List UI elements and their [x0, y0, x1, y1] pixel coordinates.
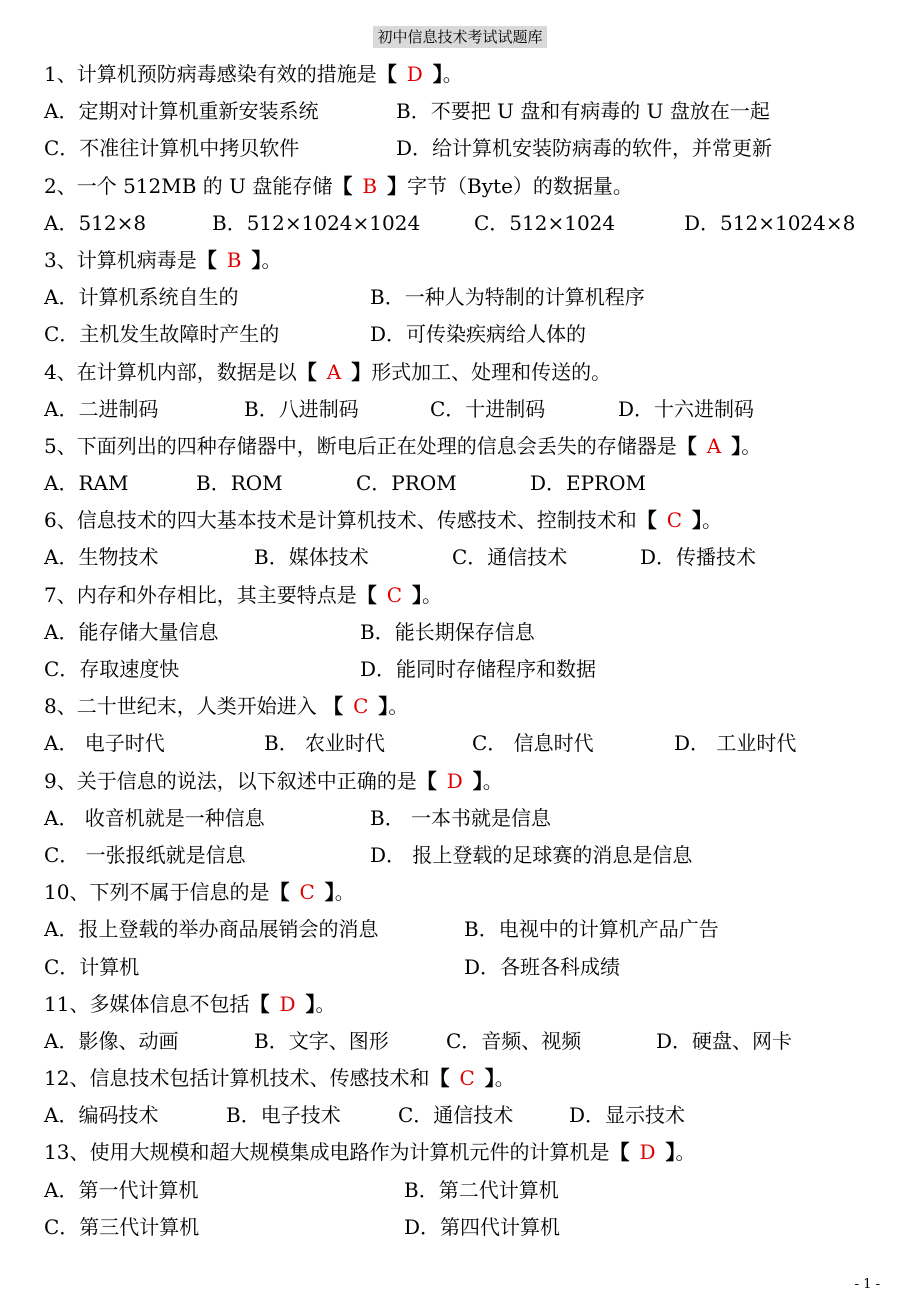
answer-bracket-right: 】	[305, 991, 316, 1016]
question-stem	[44, 428, 904, 465]
option-row	[44, 725, 904, 762]
answer-bracket-left: 【	[332, 173, 353, 198]
question-stem	[44, 1060, 904, 1097]
question-stem	[44, 168, 904, 205]
question-stem	[44, 874, 904, 911]
question-tail: 。	[702, 508, 723, 533]
answer-bracket-right: 】	[378, 694, 389, 719]
answer-letter: C	[459, 1066, 475, 1091]
option-row	[44, 316, 904, 353]
option-row	[44, 93, 904, 130]
answer-bracket-left: 【	[196, 247, 217, 272]
option-c: C．主机发生故障时产生的	[44, 322, 280, 347]
answer-letter: A	[706, 433, 722, 458]
option-b: B．媒体技术	[254, 545, 369, 570]
option-c: C．不准往计算机中拷贝软件	[44, 136, 300, 161]
answer-bracket-left: 【	[269, 880, 290, 905]
question-tail: 。	[334, 880, 355, 905]
option-c: C．存取速度快	[44, 657, 180, 681]
answer-bracket-right: 】	[692, 508, 703, 533]
answer-letter: D	[279, 991, 296, 1016]
answer-bracket-right: 】	[351, 359, 372, 384]
option-b: B．能长期保存信息	[360, 619, 535, 644]
answer-bracket-right: 】	[472, 768, 483, 793]
answer-bracket-left: 【	[609, 1140, 630, 1165]
question-text: 1、计算机预防病毒感染有效的措施是	[44, 62, 377, 86]
question-text: 6、信息技术的四大基本技术是计算机技术、传感技术、控制技术和	[44, 508, 637, 533]
answer-letter: C	[299, 880, 315, 905]
question-stem	[44, 56, 904, 93]
option-a: A． 收音机就是一种信息	[44, 805, 265, 830]
option-row	[44, 391, 904, 428]
question-text: 3、计算机病毒是	[44, 247, 197, 272]
option-a: A．能存储大量信息	[44, 619, 219, 644]
option-a: A．计算机系统自生的	[44, 285, 239, 310]
answer-bracket-left: 【	[356, 582, 377, 607]
option-d: D． 工业时代	[674, 731, 797, 756]
option-c: C．512×1024	[474, 210, 616, 235]
question-tail: 。	[261, 247, 282, 272]
answer-bracket-right: 】	[432, 62, 443, 86]
question-tail: 。	[442, 62, 463, 86]
answer-bracket-left: 【	[416, 768, 437, 793]
option-b: B．电视中的计算机产品广告	[464, 917, 719, 942]
option-b: B．不要把 U 盘和有病毒的 U 盘放在一起	[396, 99, 770, 124]
answer-letter: C	[666, 508, 683, 533]
option-d: D．硬盘、网卡	[656, 1028, 793, 1053]
option-c: C．通信技术	[452, 545, 568, 570]
option-c: C．通信技术	[398, 1103, 514, 1128]
option-d: D．十六进制码	[618, 396, 755, 421]
option-b: B．第二代计算机	[404, 1177, 559, 1202]
question-text: 2、一个 512MB 的 U 盘能存储	[44, 173, 333, 198]
option-a: A．编码技术	[44, 1103, 159, 1128]
question-text: 8、二十世纪末，人类开始进入	[44, 694, 324, 719]
option-row	[44, 1097, 904, 1134]
option-b: B．文字、图形	[254, 1028, 389, 1053]
page-number: - 1 -	[854, 1277, 880, 1292]
option-b: B．一种人为特制的计算机程序	[370, 285, 645, 310]
option-row	[44, 539, 904, 576]
answer-letter: C	[386, 582, 403, 607]
answer-bracket-right: 】	[731, 433, 742, 458]
question-text: 13、使用大规模和超大规模集成电路作为计算机元件的计算机是	[44, 1140, 610, 1165]
option-b: B．ROM	[196, 471, 283, 496]
option-d: D．给计算机安装防病毒的软件，并常更新	[396, 136, 773, 161]
option-c: C．PROM	[356, 471, 457, 496]
answer-bracket-left: 【	[323, 694, 344, 719]
option-a: A．影像、动画	[44, 1028, 179, 1053]
question-tail: 形式加工、处理和传送的。	[371, 359, 612, 384]
question-stem	[44, 354, 904, 391]
option-a: A．定期对计算机重新安装系统	[44, 99, 319, 124]
answer-letter: D	[446, 768, 463, 793]
option-row	[44, 1172, 904, 1209]
question-stem	[44, 688, 904, 725]
option-c: C．计算机	[44, 954, 140, 979]
question-text: 4、在计算机内部，数据是以	[44, 359, 297, 384]
option-row	[44, 1209, 904, 1246]
answer-bracket-right: 】	[324, 880, 335, 905]
option-d: D．显示技术	[569, 1103, 686, 1128]
answer-bracket-right: 】	[387, 173, 408, 198]
option-d: D． 报上登载的足球赛的消息是信息	[370, 842, 693, 867]
question-stem	[44, 502, 904, 539]
question-tail: 字节（Byte）的数据量。	[407, 173, 633, 198]
option-row	[44, 205, 904, 242]
answer-letter: B	[362, 173, 378, 198]
question-text: 7、内存和外存相比，其主要特点是	[44, 582, 357, 607]
option-a: A．512×8	[44, 210, 147, 235]
option-a: A．RAM	[44, 471, 129, 496]
option-b: B．512×1024×1024	[212, 210, 421, 235]
header-title: 初中信息技术考试试题库	[373, 26, 546, 48]
option-c: C．第三代计算机	[44, 1214, 200, 1239]
answer-bracket-right: 】	[251, 247, 262, 272]
answer-letter: B	[226, 247, 242, 272]
answer-bracket-right: 】	[665, 1140, 676, 1165]
question-text: 9、关于信息的说法，以下叙述中正确的是	[44, 768, 417, 793]
question-tail: 。	[422, 582, 443, 607]
option-c: C．音频、视频	[446, 1028, 582, 1053]
option-a: A．报上登载的举办商品展销会的消息	[44, 917, 379, 942]
answer-letter: D	[406, 62, 423, 86]
answer-bracket-left: 【	[376, 62, 397, 86]
option-row	[44, 651, 904, 688]
option-row	[44, 279, 904, 316]
question-text: 11、多媒体信息不包括	[44, 991, 250, 1016]
question-list	[44, 56, 904, 1246]
document-header	[0, 26, 920, 48]
answer-bracket-right: 】	[412, 582, 423, 607]
option-d: D．512×1024×8	[684, 210, 856, 235]
option-row	[44, 911, 904, 948]
question-tail: 。	[315, 991, 336, 1016]
option-c: C．十进制码	[430, 396, 546, 421]
option-row	[44, 837, 904, 874]
option-b: B． 一本书就是信息	[370, 805, 552, 830]
option-row	[44, 465, 904, 502]
option-row	[44, 130, 904, 167]
answer-bracket-left: 【	[429, 1066, 450, 1091]
answer-bracket-right: 】	[484, 1066, 495, 1091]
option-a: A．生物技术	[44, 545, 159, 570]
option-c: C． 信息时代	[472, 731, 594, 756]
question-tail: 。	[494, 1066, 515, 1091]
answer-bracket-left: 【	[296, 359, 317, 384]
question-tail: 。	[482, 768, 503, 793]
option-c: C． 一张报纸就是信息	[44, 842, 246, 867]
question-text: 5、下面列出的四种存储器中，断电后正在处理的信息会丢失的存储器是	[44, 433, 677, 458]
answer-bracket-left: 【	[676, 433, 697, 458]
question-stem	[44, 242, 904, 279]
question-stem	[44, 1134, 904, 1171]
option-row	[44, 1023, 904, 1060]
option-row	[44, 614, 904, 651]
option-b: B．电子技术	[226, 1103, 341, 1128]
option-row	[44, 800, 904, 837]
option-b: B．八进制码	[244, 396, 359, 421]
option-a: A．第一代计算机	[44, 1177, 199, 1202]
option-d: D．EPROM	[530, 471, 647, 496]
option-d: D．能同时存储程序和数据	[360, 657, 597, 681]
question-text: 12、信息技术包括计算机技术、传感技术和	[44, 1066, 430, 1091]
option-d: D．第四代计算机	[404, 1214, 561, 1239]
answer-bracket-left: 【	[636, 508, 657, 533]
answer-letter: D	[639, 1140, 656, 1165]
question-tail: 。	[675, 1140, 696, 1165]
option-d: D．可传染疾病给人体的	[370, 322, 587, 347]
question-stem	[44, 986, 904, 1023]
answer-letter: A	[326, 359, 342, 384]
answer-letter: C	[353, 694, 369, 719]
question-tail: 。	[741, 433, 762, 458]
question-text: 10、下列不属于信息的是	[44, 880, 270, 905]
question-stem	[44, 763, 904, 800]
option-d: D．各班各科成绩	[464, 954, 621, 979]
question-tail: 。	[388, 694, 409, 719]
option-row	[44, 949, 904, 986]
answer-bracket-left: 【	[249, 991, 270, 1016]
question-stem	[44, 577, 904, 614]
option-b: B． 农业时代	[264, 731, 386, 756]
option-a: A．二进制码	[44, 396, 159, 421]
option-a: A． 电子时代	[44, 731, 165, 756]
option-d: D．传播技术	[640, 545, 757, 570]
